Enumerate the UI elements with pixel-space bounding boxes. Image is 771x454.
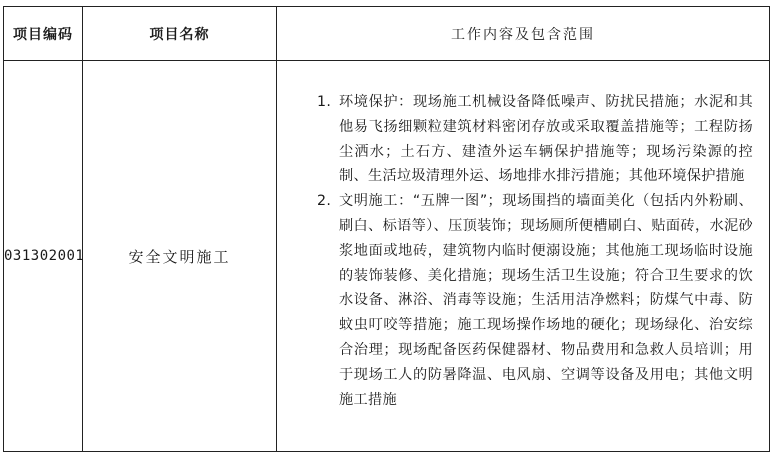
table-header-row xyxy=(4,7,770,61)
cell-project-name: 安全文明施工 xyxy=(83,61,277,452)
header-project-name: 项目名称 xyxy=(83,7,277,61)
cell-project-code: 031302001 xyxy=(4,61,83,452)
content-item-number: 1. xyxy=(317,94,332,110)
cell-work-content xyxy=(277,61,770,452)
content-item-civilized-construction xyxy=(315,189,753,412)
content-item-text: 环境保护：现场施工机械设备降低噪声、防扰民措施；水泥和其他易飞扬细颗粒建筑材料密闭存放或采取覆盖措施等；工程防扬尘洒水；土石方、建渣外运车辆保护措施等；现场污染源的控制、生活垃圾清理外运、场地排水排污措施；其他环境保护措施 xyxy=(339,94,753,185)
table-row xyxy=(4,61,770,452)
header-work-content: 工作内容及包含范围 xyxy=(277,7,770,61)
content-item-text: 文明施工：“五牌一图”；现场围挡的墙面美化（包括内外粉刷、刷白、标语等）、压顶装饰；现场厕所便槽刷白、贴面砖，水泥砂浆地面或地砖，建筑物内临时便溺设施；其他施工现场临时设施的装饰装修、美化措施；现场生活卫生设施；符合卫生要求的饮水设备、淋浴、消毒等设施；生活用洁净燃料；防煤气中毒、防蚊虫叮咬等措施；施工现场操作场地的硬化；现场绿化、治安综合治理；现场配备医药保健器材、物品费用和急救人员培训；用于现场工人的防暑降温、电风扇、空调等设备及用电；其他文明施工措施 xyxy=(339,193,753,408)
content-item-environment xyxy=(315,90,753,189)
content-item-number: 2. xyxy=(317,193,332,210)
work-content-list xyxy=(277,61,769,412)
header-project-code: 项目编码 xyxy=(4,7,83,61)
work-content-table xyxy=(3,6,770,452)
